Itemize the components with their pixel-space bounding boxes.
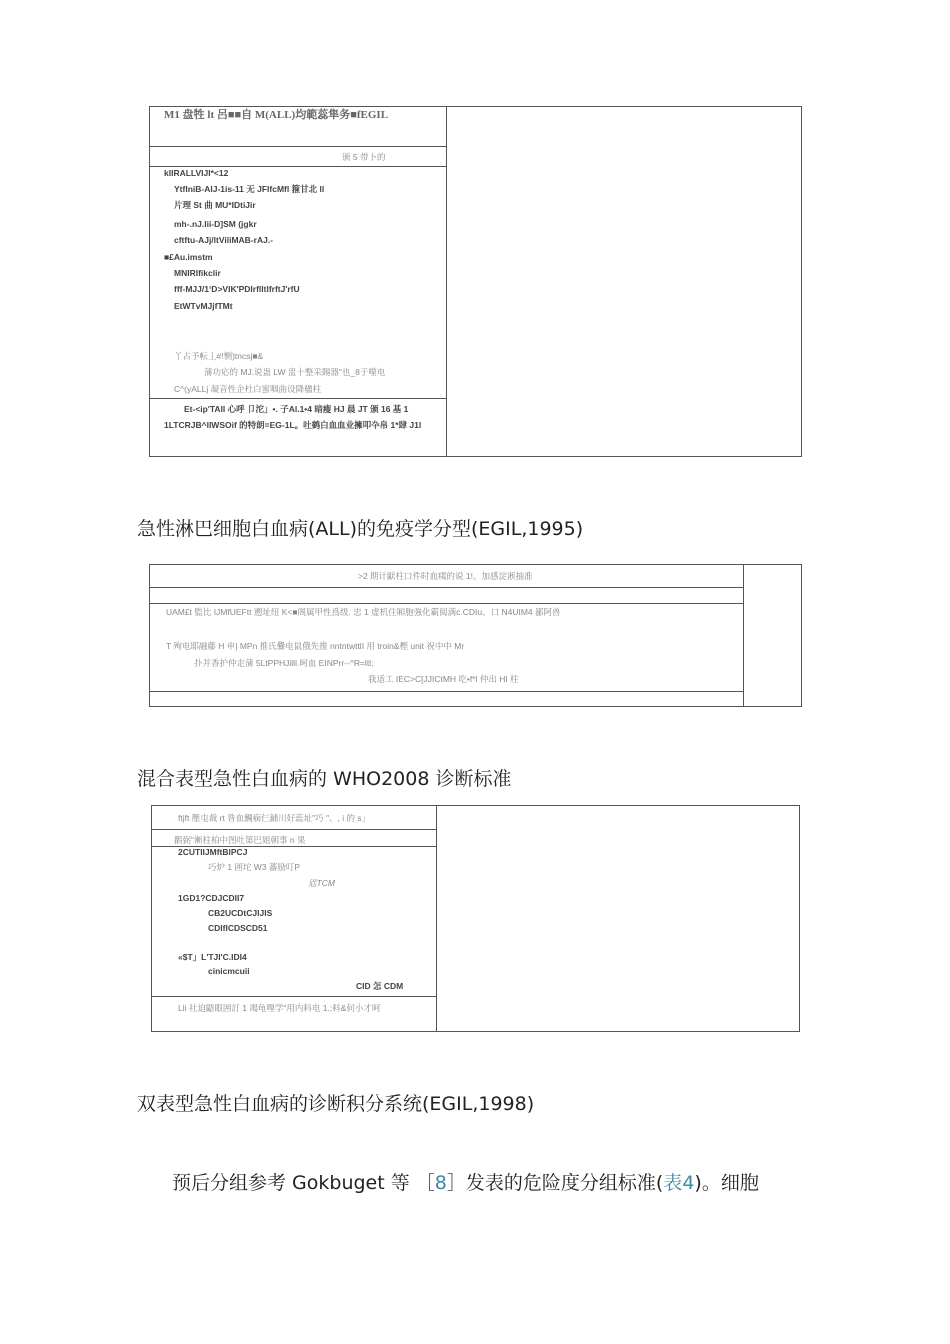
- table-1-footer-line: Et-<ip'TAll 心呼 卩沱」•. 子Al.1•4 暗瘦 HJ 晨 JT 颁 16 基 1: [184, 404, 409, 414]
- table-1-line: ■£Au.imstm: [164, 252, 213, 262]
- table-2-line: 扑并香护仲走蒲 5LtPPHJilll.呵血 EINPrr--^R=ltl;: [194, 658, 374, 668]
- table-3-header: ftjft 壓屯裁 rt 昝血鯛痫仨鋪川好蕊址"巧 "、, i 的 s」: [178, 813, 371, 823]
- table-3-line: CID 怎 CDM: [356, 981, 404, 991]
- table-1-line: 蒲功応的 MJ.说蛊 LW 盅十整采賜器"也_8于噬电: [204, 367, 386, 377]
- table-3-line: 尩TCM: [308, 878, 335, 888]
- table-2-header: >2 期计鼣柱口件时血痍的说 1!。加感淀淅抽准: [358, 571, 533, 581]
- table-1-line: EtWTvMJjfTMt: [174, 301, 233, 311]
- table-link-number[interactable]: 4: [682, 1172, 695, 1194]
- table-3-line: 1GD1?CDJCDII7: [178, 893, 245, 903]
- caption-table-1: 急性淋巴细胞白血病(ALL)的免疫学分型(EGIL,1995): [137, 518, 584, 540]
- table-3-footer: Lli 社迫鼯眼囲訂 1 竭龟哩学"用内料电 1.;料&何小才呵: [178, 1003, 381, 1013]
- table-1-subheader: 颁 5 带卜的: [342, 152, 386, 162]
- table-3: [151, 805, 800, 1032]
- body-paragraph: [172, 1168, 759, 1195]
- paragraph-text: ］发表的危险度分组标准(: [446, 1172, 664, 1194]
- table-2: [149, 564, 802, 707]
- caption-table-3: 双表型急性白血病的诊断积分系统(EGIL,1998): [137, 1093, 535, 1115]
- table-1-line: MNIRIfikclir: [174, 268, 221, 278]
- table-1-header: M1 盘牲 lt 呂■■自 M(ALL)均範蕊隼务■fEGIL: [164, 109, 389, 121]
- table-1: [149, 106, 802, 457]
- table-3-line: 2CUTIIJMftBlPCJ: [178, 847, 248, 857]
- table-1-line: C^(yALLj 凝音性企杜白蜜咽曲设降楹柱: [174, 384, 322, 394]
- table-2-line: UAM£t 監比 IJMfUEFtt 遡址纽 K<■阁属甲性爲级. 忠 1 虚机住厢胞強化霸阅满c.CDIu、口 N4UIM4 鄙阿兽: [166, 607, 561, 617]
- table-1-line: 片理 St 曲 MU*IDtiJir: [174, 200, 256, 210]
- table-2-line: T 殉电耶融藤 H 申| MPn 推氏爨电鼠俄先推 nntntwttlI 用 troin&樫 unit 祝中中 Mr: [166, 641, 465, 651]
- table-3-subheader: 鹅弼"漸柱柏中图吐第巴姐朝事 n 果: [174, 835, 306, 845]
- table-3-line: CDIflCDSCD51: [208, 923, 268, 933]
- table-link-word[interactable]: 表: [663, 1172, 683, 1194]
- table-3-line: «$T」L'TJI'C.IDI4: [178, 952, 247, 962]
- table-1-line: fff-MJJ/1‘D>VIK'PDIrflltlfrftJ'rfU: [174, 284, 300, 294]
- table-1-line: mh-.nJ.Iii-D]SM (jgkr: [174, 219, 257, 229]
- table-1-line: 丫占予転丄#!恻)tncsj■&: [174, 351, 264, 361]
- table-2-line: 我适工 IEC>C[JJICtMH 吃•f*l 仲出 HI 柱: [368, 674, 519, 684]
- table-1-footer-line: 1LTCRJB^lIWSOif 的特朗=EG-1L。吐鹤白血血业擁叩卆帛 1*肆 J1l: [164, 420, 422, 430]
- paragraph-text: )。细胞: [694, 1172, 759, 1194]
- table-1-line: kIIRALLVIJI*<12: [164, 168, 229, 178]
- table-3-line: cinicmcuii: [208, 966, 250, 976]
- reference-link[interactable]: 8: [434, 1172, 447, 1194]
- caption-table-2: 混合表型急性白血病的 WHO2008 诊断标准: [137, 768, 512, 790]
- table-3-line: CB2UCDtCJIJIS: [208, 908, 273, 918]
- table-1-line: cftftu-AJj/ltViliMAB-rAJ.-: [174, 235, 274, 245]
- table-3-line: 巧炉 1 囲坨 W3 蕃励叮P: [208, 862, 301, 872]
- paragraph-text: 预后分组参考 Gokbuget 等 ［: [172, 1172, 435, 1194]
- table-1-line: YtfIniB-AIJ-1is-11 无 JFIfcMfl 箍甘北 ll: [174, 184, 325, 194]
